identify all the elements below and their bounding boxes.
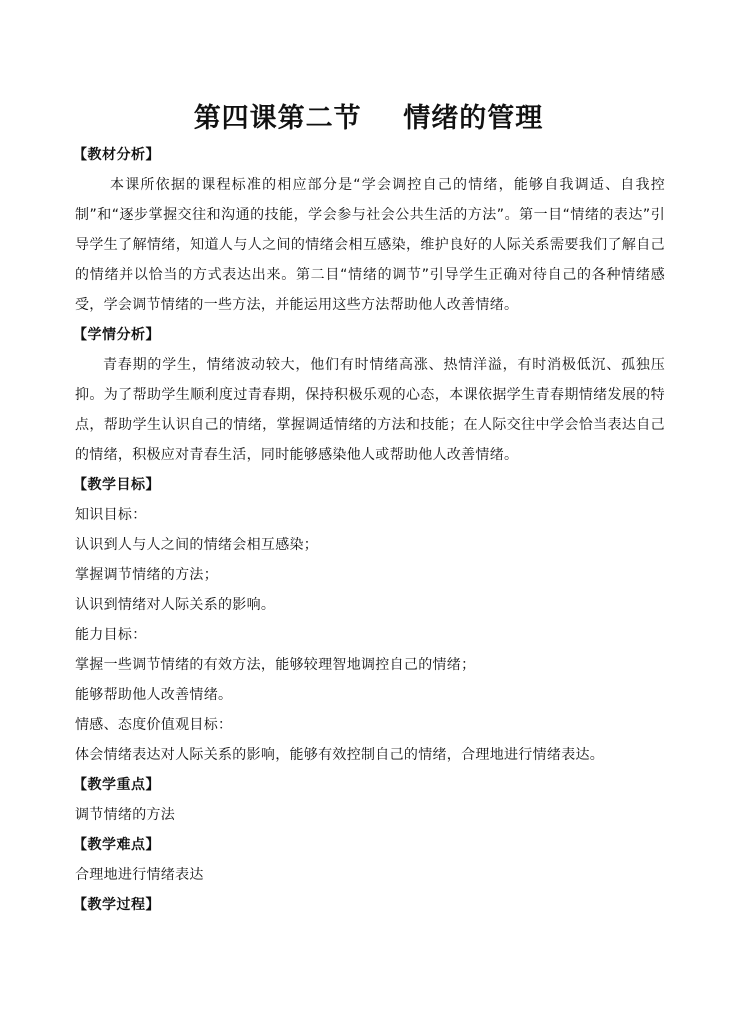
knowledge-goal-item: 掌握调节情绪的方法； — [75, 567, 218, 583]
ability-goal-item: 能够帮助他人改善情绪。 — [75, 687, 233, 703]
key-points-text: 调节情绪的方法 — [75, 807, 176, 823]
heading-textbook-analysis: 【教材分析】 — [73, 147, 160, 163]
page-title: 第四课第二节 情绪的管理 — [193, 103, 544, 134]
emotion-goal-item: 体会情绪表达对人际关系的影响，能够有效控制自己的情绪，合理地进行情绪表达。 — [75, 747, 605, 763]
knowledge-goal-item: 认识到情绪对人际关系的影响。 — [75, 597, 276, 613]
heading-difficult-points: 【教学难点】 — [73, 837, 160, 853]
knowledge-goals-label: 知识目标： — [75, 507, 147, 523]
heading-student-analysis: 【学情分析】 — [73, 327, 160, 343]
difficult-points-text: 合理地进行情绪表达 — [75, 867, 204, 883]
ability-goal-item: 掌握一些调节情绪的有效方法，能够较理智地调控自己的情绪； — [75, 657, 476, 673]
heading-teaching-process: 【教学过程】 — [73, 897, 160, 913]
emotion-goals-label: 情感、态度价值观目标： — [75, 717, 233, 733]
heading-teaching-goals: 【教学目标】 — [73, 477, 160, 493]
paragraph-student-analysis: 青春期的学生，情绪波动较大，他们有时情绪高涨、热情洋溢，有时消极低沉、孤独压抑。为了帮助学生顺利度过青春期，保持积极乐观的心态，本课依据学生青春期情绪发展的特点，帮助学生认识自己的情绪，掌握调适情绪的方法和技能；在人际交往中学会恰当表达自己的情绪，积极应对青春生活，同时能够感染他人或帮助他人改善情绪。 — [75, 357, 665, 463]
heading-key-points: 【教学重点】 — [73, 777, 160, 793]
knowledge-goal-item: 认识到人与人之间的情绪会相互感染； — [75, 537, 319, 553]
document-body — [75, 140, 665, 920]
paragraph-textbook-analysis: 本课所依据的课程标准的相应部分是“学会调控自己的情绪，能够自我调适、自我控制”和“逐步掌握交往和沟通的技能，学会参与社会公共生活的方法”。第一目“情绪的表达”引导学生了解情绪，知道人与人之间的情绪会相互感染，维护良好的人际关系需要我们了解自己的情绪并以恰当的方式表达出来。第二目“情绪的调节”引导学生正确对待自己的各种情绪感受，学会调节情绪的一些方法，并能运用这些方法帮助他人改善情绪。 — [75, 177, 665, 313]
ability-goals-label: 能力目标： — [75, 627, 147, 643]
